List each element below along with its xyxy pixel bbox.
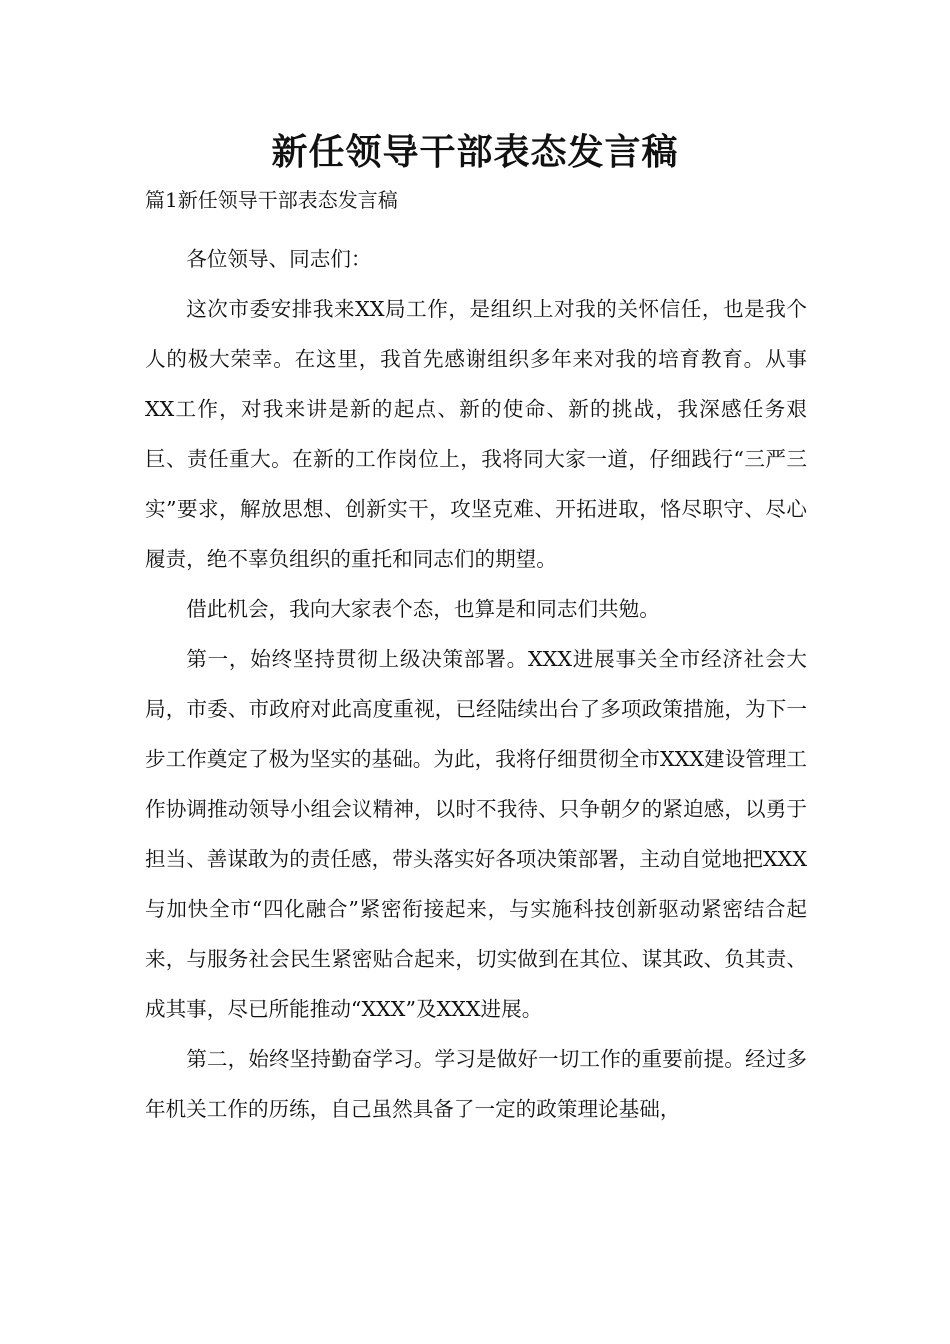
document-body	[145, 234, 807, 1134]
paragraph-greeting: 各位领导、同志们：	[186, 247, 372, 271]
paragraph-point-two: 第二，始终坚持勤奋学习。学习是做好一切工作的重要前提。经过多年机关工作的历练，自己虽然具备了一定的政策理论基础，	[145, 1047, 807, 1121]
paragraph-transition: 借此机会，我向大家表个态，也算是和同志们共勉。	[186, 597, 660, 621]
paragraph-point-one: 第一，始终坚持贯彻上级决策部署。XXX进展事关全市经济社会大局，市委、市政府对此高度重视，已经陆续出台了多项政策措施，为下一步工作奠定了极为坚实的基础。为此，我将仔细贯彻全市XXX建设管理工作协调推动领导小组会议精神，以时不我待、只争朝夕的紧迫感，以勇于担当、善谋敢为的责任感，带头落实好各项决策部署，主动自觉地把XXX与加快全市“四化融合”紧密衔接起来，与实施科技创新驱动紧密结合起来，与服务社会民生紧密贴合起来，切实做到在其位、谋其政、负其责、成其事，尽已所能推动“XXX”及XXX进展。	[145, 647, 807, 1021]
paragraph-intro: 这次市委安排我来XX局工作，是组织上对我的关怀信任，也是我个人的极大荣幸。在这里，我首先感谢组织多年来对我的培育教育。从事XX工作，对我来讲是新的起点、新的使命、新的挑战，我深感任务艰巨、责任重大。在新的工作岗位上，我将同大家一道，仔细践行“三严三实”要求，解放思想、创新实干，攻坚克难、开拓进取，恪尽职守、尽心履责，绝不辜负组织的重托和同志们的期望。	[145, 297, 807, 571]
document-title: 新任领导干部表态发言稿	[271, 132, 679, 173]
document-subtitle: 篇1新任领导干部表态发言稿	[145, 188, 398, 212]
